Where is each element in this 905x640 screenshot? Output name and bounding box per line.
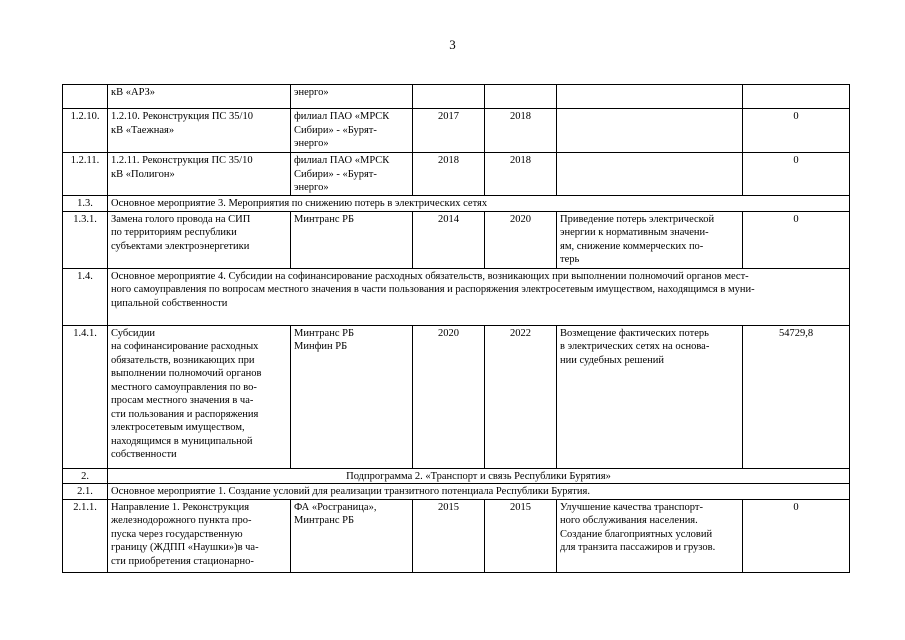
row-number: 1.2.10. [63, 109, 108, 153]
funding-value: 54729,8 [743, 325, 850, 468]
end-year: 2015 [485, 499, 557, 572]
page-number: 3 [449, 37, 456, 52]
table-row [63, 325, 850, 468]
activity-name: Замена голого провода на СИП по территориям республики субъектами электроэнергетики [108, 211, 291, 268]
executor: ФА «Росграница», Минтранс РБ [291, 499, 413, 572]
table-row [63, 484, 850, 500]
row-number: 2.1. [63, 484, 108, 500]
executor: филиал ПАО «МРСК Сибири» - «Бурят- энерго» [291, 153, 413, 196]
activity-name: кВ «АРЗ» [108, 85, 291, 109]
executor: Минтранс РБ [291, 211, 413, 268]
section-title: Основное мероприятие 4. Субсидии на софинансирование расходных обязательств, возникающих при выполнении полномочий органов мест- ного самоуправления по вопросам местного значения в части пользования и распоряжения электросетевым имуществом, находящимся в муни- ципальной собственности [108, 268, 850, 325]
activity-name: Направление 1. Реконструкция железнодорожного пункта про- пуска через государственную границу (ЖДПП «Наушки»)в ча- сти приобретения стационарно- [108, 499, 291, 572]
row-number: 1.4.1. [63, 325, 108, 468]
row-number: 1.3.1. [63, 211, 108, 268]
executor: энерго» [291, 85, 413, 109]
expected-result [557, 153, 743, 196]
end-year [485, 85, 557, 109]
table-row [63, 468, 850, 484]
start-year: 2018 [413, 153, 485, 196]
activity-name: 1.2.10. Реконструкция ПС 35/10 кВ «Таежная» [108, 109, 291, 153]
start-year [413, 85, 485, 109]
start-year: 2015 [413, 499, 485, 572]
expected-result: Приведение потерь электрической энергии к нормативным значени- ям, снижение коммерческих по- терь [557, 211, 743, 268]
row-number: 1.3. [63, 196, 108, 212]
table-row [63, 196, 850, 212]
table-row [63, 109, 850, 153]
table-row [63, 499, 850, 572]
executor: филиал ПАО «МРСК Сибири» - «Бурят- энерго» [291, 109, 413, 153]
row-number [63, 85, 108, 109]
program-table [62, 84, 850, 573]
table-row [63, 153, 850, 196]
funding-value [743, 85, 850, 109]
row-number: 2.1.1. [63, 499, 108, 572]
table-row [63, 268, 850, 325]
executor: Минтранс РБ Минфин РБ [291, 325, 413, 468]
expected-result: Возмещение фактических потерь в электрических сетях на основа- нии судебных решений [557, 325, 743, 468]
row-number: 1.2.11. [63, 153, 108, 196]
end-year: 2018 [485, 109, 557, 153]
activity-name: 1.2.11. Реконструкция ПС 35/10 кВ «Полигон» [108, 153, 291, 196]
start-year: 2017 [413, 109, 485, 153]
funding-value: 0 [743, 109, 850, 153]
row-number: 1.4. [63, 268, 108, 325]
funding-value: 0 [743, 499, 850, 572]
end-year: 2018 [485, 153, 557, 196]
funding-value: 0 [743, 211, 850, 268]
table-row [63, 211, 850, 268]
section-title: Основное мероприятие 1. Создание условий для реализации транзитного потенциала Республики Бурятия. [108, 484, 850, 500]
end-year: 2022 [485, 325, 557, 468]
expected-result: Улучшение качества транспорт- ного обслуживания населения. Создание благоприятных условий для транзита пассажиров и грузов. [557, 499, 743, 572]
expected-result [557, 85, 743, 109]
start-year: 2014 [413, 211, 485, 268]
table-row [63, 85, 850, 109]
expected-result [557, 109, 743, 153]
funding-value: 0 [743, 153, 850, 196]
end-year: 2020 [485, 211, 557, 268]
row-number: 2. [63, 468, 108, 484]
start-year: 2020 [413, 325, 485, 468]
activity-name: Субсидии на софинансирование расходных обязательств, возникающих при выполнении полномочий органов местного самоуправления по во- просам местного значения в ча- сти пользования и распоряжения электросетевым имуществом, находящимся в муниципальной собственности [108, 325, 291, 468]
subprogram-title: Подпрограмма 2. «Транспорт и связь Республики Бурятия» [108, 468, 850, 484]
section-title: Основное мероприятие 3. Мероприятия по снижению потерь в электрических сетях [108, 196, 850, 212]
